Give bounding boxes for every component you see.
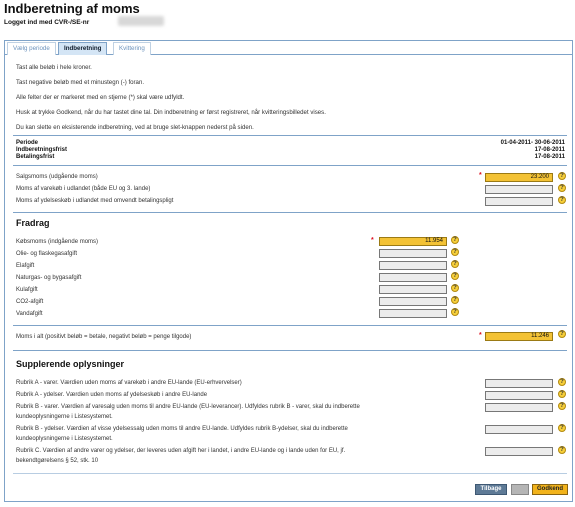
- instruction-line: Tast alle beløb i hele kroner.: [16, 64, 92, 71]
- tab-receipt[interactable]: Kvittering: [113, 42, 151, 55]
- back-button[interactable]: Tilbage: [475, 484, 507, 495]
- natural-gas-tax-input[interactable]: [379, 273, 447, 282]
- co2-tax-label: CO2-afgift: [16, 299, 44, 305]
- natural-gas-tax-label: Naturgas- og bygasafgift: [16, 275, 82, 281]
- coal-tax-label: Kulafgift: [16, 287, 38, 293]
- help-icon[interactable]: ?: [558, 390, 566, 398]
- oil-gas-tax-input[interactable]: [379, 249, 447, 258]
- purchase-vat-input[interactable]: 11.954: [379, 237, 447, 246]
- help-icon[interactable]: ?: [451, 260, 459, 268]
- rubric-b-goods-label-cont: kundeoplysningerne i Listesystemet.: [16, 414, 113, 420]
- help-icon[interactable]: ?: [451, 248, 459, 256]
- divider: [13, 473, 567, 474]
- help-icon[interactable]: ?: [558, 330, 566, 338]
- payment-label: Betalingsfrist: [16, 154, 55, 160]
- water-tax-label: Vandafgift: [16, 311, 43, 317]
- oil-gas-tax-label: Olie- og flaskegasafgift: [16, 251, 78, 257]
- rubric-a-goods-input[interactable]: [485, 379, 553, 388]
- electricity-tax-input[interactable]: [379, 261, 447, 270]
- help-icon[interactable]: ?: [451, 272, 459, 280]
- login-status: Logget ind med CVR-/SE-nr: [4, 19, 90, 26]
- sales-vat-input[interactable]: 23.200: [485, 173, 553, 182]
- help-icon[interactable]: ?: [451, 296, 459, 304]
- divider: [13, 135, 567, 136]
- total-vat-output: 11.246: [485, 332, 553, 341]
- purchase-vat-label: Købsmoms (indgående moms): [16, 239, 99, 245]
- divider: [13, 325, 567, 326]
- instruction-line: Husk at trykke Godkend, når du har tastet dine tal. Din indberetning er først registreret, når kvitteringsbilledet vises.: [16, 109, 326, 116]
- instruction-line: Alle felter der er markeret med en stjerne (*) skal være udfyldt.: [16, 94, 185, 101]
- deadline-value: 17-08-2011: [534, 147, 565, 153]
- sales-vat-label: Salgsmoms (udgående moms): [16, 174, 98, 180]
- deductions-heading: Fradrag: [16, 218, 50, 228]
- divider: [13, 212, 567, 213]
- foreign-services-vat-input[interactable]: [485, 197, 553, 206]
- help-icon[interactable]: ?: [558, 184, 566, 192]
- supplementary-heading: Supplerende oplysninger: [16, 359, 125, 369]
- help-icon[interactable]: ?: [558, 196, 566, 204]
- help-icon[interactable]: ?: [558, 446, 566, 454]
- help-icon[interactable]: ?: [558, 172, 566, 180]
- required-marker: *: [479, 172, 482, 179]
- required-marker: *: [371, 237, 374, 244]
- rubric-b-services-input[interactable]: [485, 425, 553, 434]
- help-icon[interactable]: ?: [451, 284, 459, 292]
- tab-report[interactable]: Indberetning: [58, 42, 107, 55]
- payment-value: 17-08-2011: [534, 154, 565, 160]
- period-label: Periode: [16, 140, 39, 146]
- tab-choose-period[interactable]: Vælg periode: [7, 42, 56, 55]
- help-icon[interactable]: ?: [558, 378, 566, 386]
- help-icon[interactable]: ?: [558, 402, 566, 410]
- help-icon[interactable]: ?: [451, 236, 459, 244]
- help-icon[interactable]: ?: [558, 424, 566, 432]
- coal-tax-input[interactable]: [379, 285, 447, 294]
- electricity-tax-label: Elafgift: [16, 263, 35, 269]
- rubric-b-services-label: Rubrik B - ydelser. Værdien af visse ydelsessalg uden moms til andre EU-lande. Udfyldes rubrik B-ydelser, skal du indberette: [16, 426, 348, 432]
- foreign-goods-vat-label: Moms af varekøb i udlandet (både EU og 3. lande): [16, 186, 151, 192]
- divider: [13, 165, 567, 166]
- instruction-line: Du kan slette en eksisterende indberetning, ved at bruge slet-knappen nederst på siden.: [16, 124, 254, 131]
- cvr-number-redacted: [118, 16, 164, 26]
- disabled-button: [511, 484, 529, 495]
- rubric-c-label-cont: bekendtgørelsens § 52, stk. 10: [16, 458, 99, 464]
- tab-bar: [5, 41, 572, 55]
- page-title: Indberetning af moms: [4, 1, 140, 16]
- co2-tax-input[interactable]: [379, 297, 447, 306]
- rubric-a-goods-label: Rubrik A - varer. Værdien uden moms af varekøb i andre EU-lande (EU-erhvervelser): [16, 380, 242, 386]
- help-icon[interactable]: ?: [451, 308, 459, 316]
- rubric-b-goods-label: Rubrik B - varer. Værdien af varesalg uden moms til andre EU-lande (EU-leverancer). Udfyldes rubrik B - varer, skal du indberette: [16, 404, 360, 410]
- rubric-a-services-input[interactable]: [485, 391, 553, 400]
- required-marker: *: [479, 332, 482, 339]
- period-value: 01-04-2011- 30-06-2011: [500, 140, 565, 146]
- foreign-services-vat-label: Moms af ydelseskøb i udlandet med omvendt betalingspligt: [16, 198, 174, 204]
- deadline-label: Indberetningsfrist: [16, 147, 68, 153]
- approve-button[interactable]: Godkend: [532, 484, 568, 495]
- rubric-b-services-label-cont: kundeoplysningerne i Listesystemet.: [16, 436, 113, 442]
- main-frame: [4, 40, 573, 502]
- total-vat-label: Moms i alt (positivt beløb = betale, negativt beløb = penge tilgode): [16, 334, 192, 340]
- water-tax-input[interactable]: [379, 309, 447, 318]
- rubric-c-label: Rubrik C. Værdien af andre varer og ydelser, der leveres uden afgift her i landet, i andre EU-lande og i lande uden for EU, jf.: [16, 448, 346, 454]
- divider: [13, 350, 567, 351]
- rubric-b-goods-input[interactable]: [485, 403, 553, 412]
- instruction-line: Tast negative beløb med et minustegn (-) foran.: [16, 79, 145, 86]
- rubric-a-services-label: Rubrik A - ydelser. Værdien uden moms af ydelseskøb i andre EU-lande: [16, 392, 208, 398]
- rubric-c-input[interactable]: [485, 447, 553, 456]
- foreign-goods-vat-input[interactable]: [485, 185, 553, 194]
